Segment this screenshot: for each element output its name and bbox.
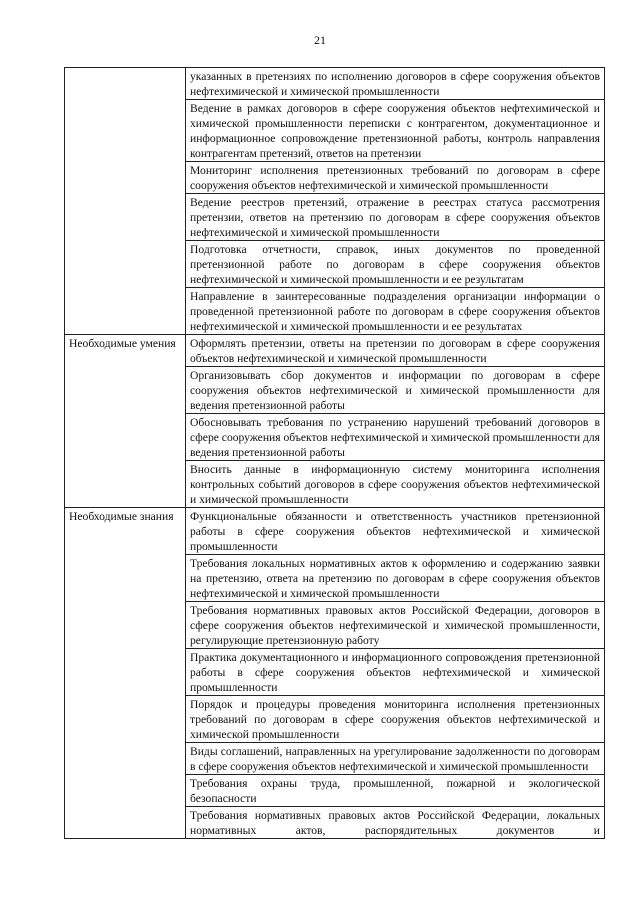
- requirement-text: Требования нормативных правовых актов Российской Федерации, договоров в сфере сооружения объектов нефтехимической и химической промышленности, регулирующие претензионную работу: [186, 602, 605, 649]
- requirement-text: указанных в претензиях по исполнению договоров в сфере сооружения объектов нефтехимической и химической промышленности: [186, 68, 605, 100]
- requirement-text: Виды соглашений, направленных на урегулирование задолженности по договорам в сфере сооружения объектов нефтехимической и химической промышленности: [186, 743, 605, 775]
- requirement-text: Оформлять претензии, ответы на претензии по договорам в сфере сооружения объектов нефтехимической и химической промышленности: [186, 335, 605, 367]
- requirement-text: Направление в заинтересованные подразделения организации информации о проведенной претензионной работе по договорам в сфере сооружения объектов нефтехимической и химической промышленности и ее результатах: [186, 288, 605, 335]
- requirement-text: Порядок и процедуры проведения мониторинга исполнения претензионных требований по договорам в сфере сооружения объектов нефтехимической и химической промышленности: [186, 696, 605, 743]
- requirement-text: Требования локальных нормативных актов к оформлению и содержанию заявки на претензию, ответа на претензию по договорам в сфере сооружения объектов нефтехимической и химической промышленности: [186, 555, 605, 602]
- requirement-text: Мониторинг исполнения претензионных требований по договорам в сфере сооружения объектов нефтехимической и химической промышленности: [186, 162, 605, 194]
- requirement-text: Требования охраны труда, промышленной, пожарной и экологической безопасности: [186, 775, 605, 807]
- requirement-text: Ведение реестров претензий, отражение в реестрах статуса рассмотрения претензии, ответов на претензию по договорам в сфере сооружения объектов нефтехимической и химической промышленности: [186, 194, 605, 241]
- section-label: Необходимые знания: [65, 508, 186, 839]
- section-label: [65, 68, 186, 335]
- requirement-text: Вносить данные в информационную систему мониторинга исполнения контрольных событий договоров в сфере сооружения объектов нефтехимической и химической промышленности: [186, 461, 605, 508]
- requirement-text: Обосновывать требования по устранению нарушений требований договоров в сфере сооружения объектов нефтехимической и химической промышленности для ведения претензионной работы: [186, 414, 605, 461]
- page-number: 21: [314, 33, 326, 47]
- table-row: [65, 508, 605, 555]
- section-label: Необходимые умения: [65, 335, 186, 508]
- requirement-text: Практика документационного и информационного сопровождения претензионной работы в сфере сооружения объектов нефтехимической и химической промышленности: [186, 649, 605, 696]
- table-row: [65, 335, 605, 367]
- requirement-text: Ведение в рамках договоров в сфере сооружения объектов нефтехимической и химической промышленности переписки с контрагентом, документационное и информационное сопровождение претензионной работы, контроль направления контрагентам претензий, ответов на претензии: [186, 100, 605, 162]
- requirement-text: Требования нормативных правовых актов Российской Федерации, локальных нормативных актов, распорядительных документов и: [186, 807, 605, 839]
- requirement-text: Подготовка отчетности, справок, иных документов по проведенной претензионной работе по договорам в сфере сооружения объектов нефтехимической и химической промышленности и ее результатам: [186, 241, 605, 288]
- requirements-table: [64, 67, 605, 839]
- requirement-text: Организовывать сбор документов и информации по договорам в сфере сооружения объектов нефтехимической и химической промышленности для ведения претензионной работы: [186, 367, 605, 414]
- requirement-text: Функциональные обязанности и ответственность участников претензионной работы в сфере сооружения объектов нефтехимической и химической промышленности: [186, 508, 605, 555]
- table-row: [65, 68, 605, 100]
